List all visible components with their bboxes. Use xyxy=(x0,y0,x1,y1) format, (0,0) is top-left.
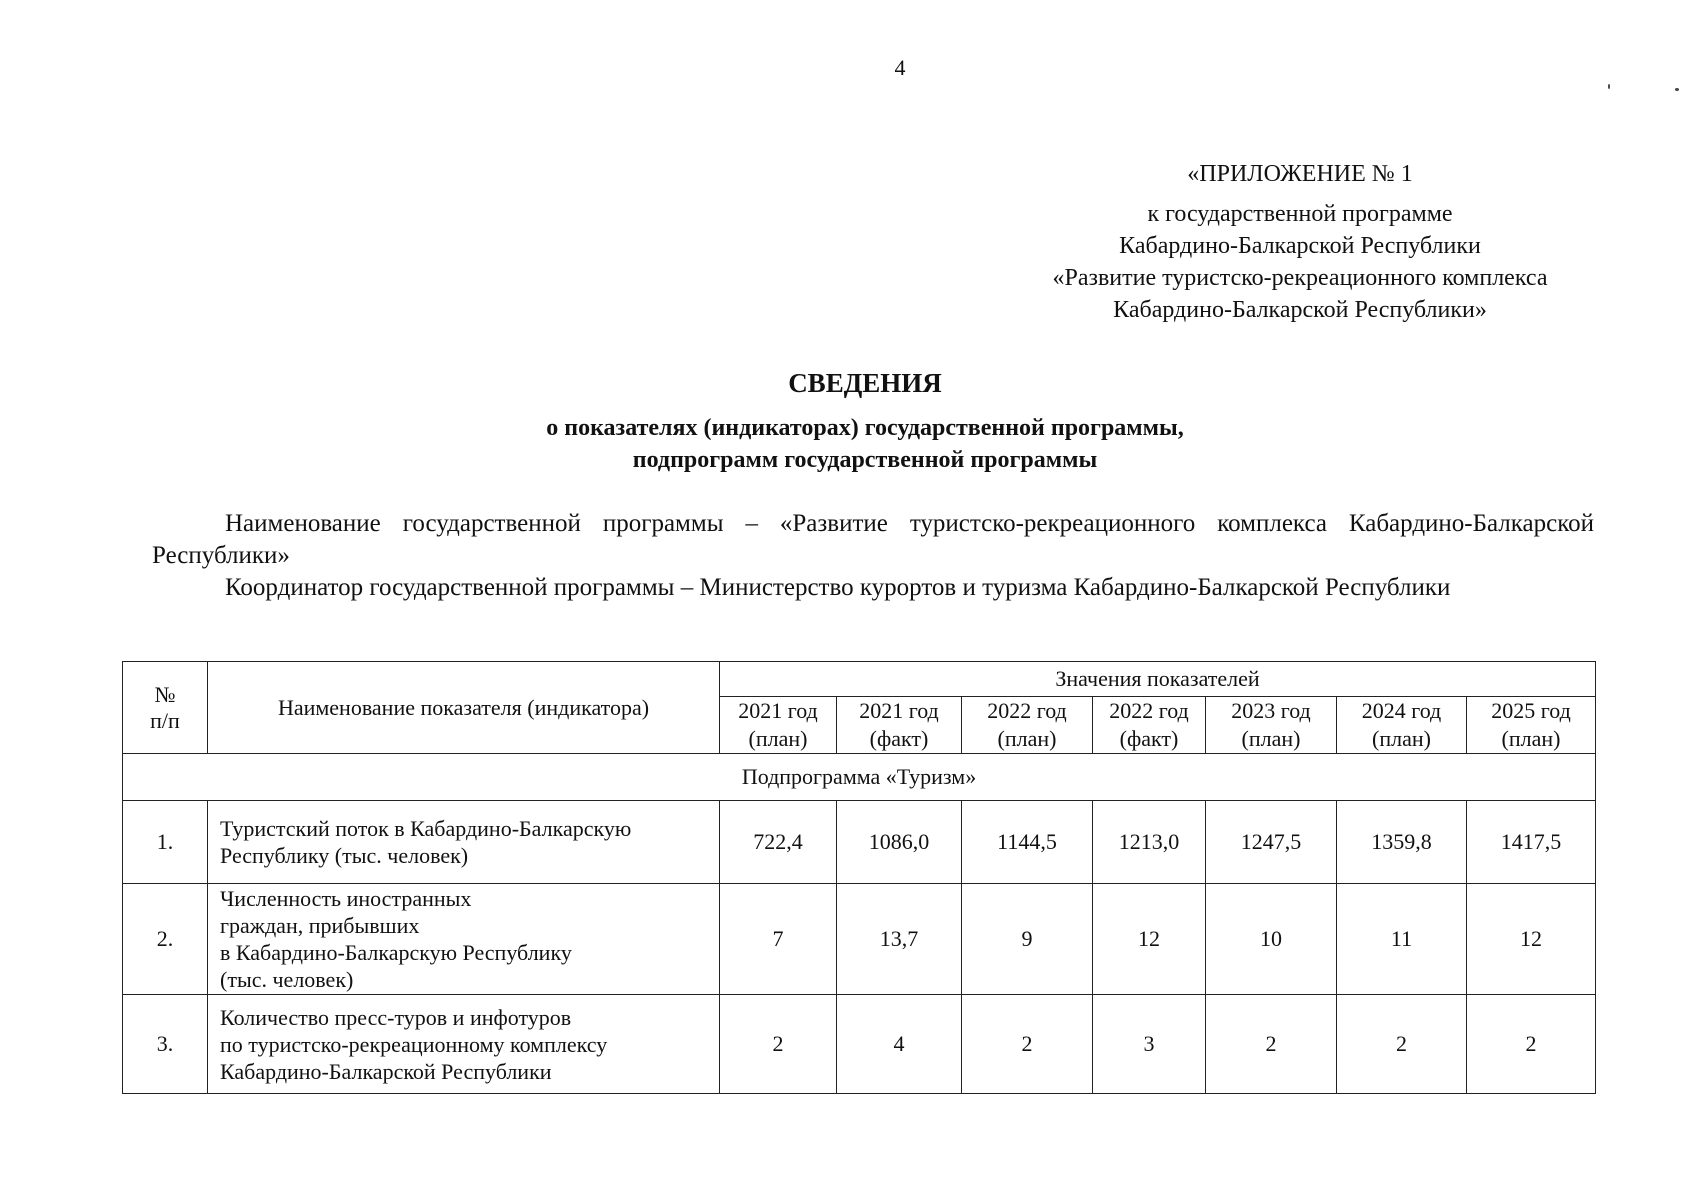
header-year-cell xyxy=(1093,697,1206,754)
row-number: 2. xyxy=(123,884,208,995)
indicator-name-line: Туристский поток в Кабардино-Балкарскую xyxy=(220,816,632,841)
header-year-kind: (план) xyxy=(1501,726,1561,751)
header-year-cell xyxy=(1337,697,1467,754)
indicator-name xyxy=(208,801,720,884)
table-header-row xyxy=(123,662,1596,697)
header-num-line1: № xyxy=(154,681,176,707)
header-year: 2021 год xyxy=(738,698,818,723)
header-year-cell xyxy=(962,697,1093,754)
value-cell: 2 xyxy=(962,995,1093,1094)
value-cell: 1247,5 xyxy=(1206,801,1337,884)
row-number: 1. xyxy=(123,801,208,884)
header-year-cell xyxy=(1206,697,1337,754)
value-cell: 11 xyxy=(1337,884,1467,995)
indicator-name xyxy=(208,995,720,1094)
header-year: 2023 год xyxy=(1231,698,1311,723)
value-cell: 13,7 xyxy=(837,884,962,995)
indicator-name-line: Количество пресс-туров и инфотуров xyxy=(220,1004,572,1030)
appendix-line: Кабардино-Балкарской Республики xyxy=(1119,233,1481,259)
value-cell: 1359,8 xyxy=(1337,801,1467,884)
header-year-kind: (план) xyxy=(997,726,1057,751)
indicator-name-line: Республику (тыс. человек) xyxy=(220,843,469,868)
value-cell: 10 xyxy=(1206,884,1337,995)
value-cell: 2 xyxy=(1206,995,1337,1094)
table-row xyxy=(123,801,1596,884)
value-cell: 2 xyxy=(1337,995,1467,1094)
page-number: 4 xyxy=(894,55,906,80)
value-cell: 1213,0 xyxy=(1093,801,1206,884)
value-cell: 2 xyxy=(720,995,837,1094)
value-cell: 3 xyxy=(1093,995,1206,1094)
appendix-line: «Развитие туристско-рекреационного комплекса xyxy=(1052,265,1548,291)
header-year-kind: (план) xyxy=(1372,726,1431,751)
indicator-name-line: (тыс. человек) xyxy=(220,967,354,992)
header-year-kind: (план) xyxy=(1241,726,1301,751)
value-cell: 722,4 xyxy=(720,801,837,884)
header-year: 2022 год xyxy=(987,698,1067,723)
subprogram-title: Подпрограмма «Туризм» xyxy=(123,754,1596,801)
indicator-name-line: в Кабардино-Балкарскую Республику xyxy=(220,940,572,965)
header-year-cell xyxy=(837,697,962,754)
header-year: 2022 год xyxy=(1109,698,1189,723)
header-year-cell xyxy=(720,697,837,754)
header-year-kind: (факт) xyxy=(869,726,929,751)
header-year-kind: (план) xyxy=(748,726,808,751)
table-row xyxy=(123,995,1596,1094)
appendix-line: Кабардино-Балкарской Республики» xyxy=(1113,297,1487,323)
document-subtitle-line1: о показателях (индикаторах) государственной программы, xyxy=(546,415,1184,441)
coordinator-paragraph: Координатор государственной программы – Министерство курортов и туризма Кабардино-Балкарской Республики xyxy=(225,574,1451,601)
program-name-paragraph: Наименование государственной программы – «Развитие туристско-рекреационного комплекса Кабардино-Балкарской Республики» xyxy=(152,510,1594,569)
indicator-name-line: граждан, прибывших xyxy=(220,913,420,938)
value-cell: 1417,5 xyxy=(1467,801,1596,884)
header-num-cell xyxy=(123,662,208,754)
header-year-kind: (факт) xyxy=(1119,726,1179,751)
document-subtitle-line2: подпрограмм государственной программы xyxy=(632,447,1098,473)
scan-speck xyxy=(1675,88,1679,91)
value-cell: 4 xyxy=(837,995,962,1094)
intro-section xyxy=(152,508,1594,604)
subprogram-row xyxy=(123,754,1596,801)
indicator-name-line: Кабардино-Балкарской Республики xyxy=(220,1058,552,1084)
header-year: 2021 год xyxy=(859,698,939,723)
value-cell: 7 xyxy=(720,884,837,995)
indicator-name-line: Численность иностранных xyxy=(220,886,472,911)
table-row xyxy=(123,884,1596,995)
document-title: СВЕДЕНИЯ xyxy=(788,368,942,398)
indicators-table xyxy=(122,661,1596,1094)
row-number: 3. xyxy=(123,995,208,1094)
appendix-block xyxy=(1000,158,1600,326)
header-num-line2: п/п xyxy=(150,707,180,733)
appendix-title: «ПРИЛОЖЕНИЕ № 1 xyxy=(1187,161,1413,187)
value-cell: 12 xyxy=(1467,884,1596,995)
scan-speck xyxy=(1608,84,1610,89)
document-heading xyxy=(0,366,1693,476)
indicator-name xyxy=(208,884,720,995)
value-cell: 1144,5 xyxy=(962,801,1093,884)
value-cell: 12 xyxy=(1093,884,1206,995)
header-year: 2025 год xyxy=(1491,698,1571,723)
header-values-group: Значения показателей xyxy=(720,662,1596,697)
header-year: 2024 год xyxy=(1361,698,1442,723)
header-year-cell xyxy=(1467,697,1596,754)
value-cell: 9 xyxy=(962,884,1093,995)
header-name-cell: Наименование показателя (индикатора) xyxy=(208,662,720,754)
value-cell: 1086,0 xyxy=(837,801,962,884)
indicator-name-line: по туристско-рекреационному комплексу xyxy=(220,1031,608,1057)
appendix-line: к государственной программе xyxy=(1147,201,1453,227)
value-cell: 2 xyxy=(1467,995,1596,1094)
